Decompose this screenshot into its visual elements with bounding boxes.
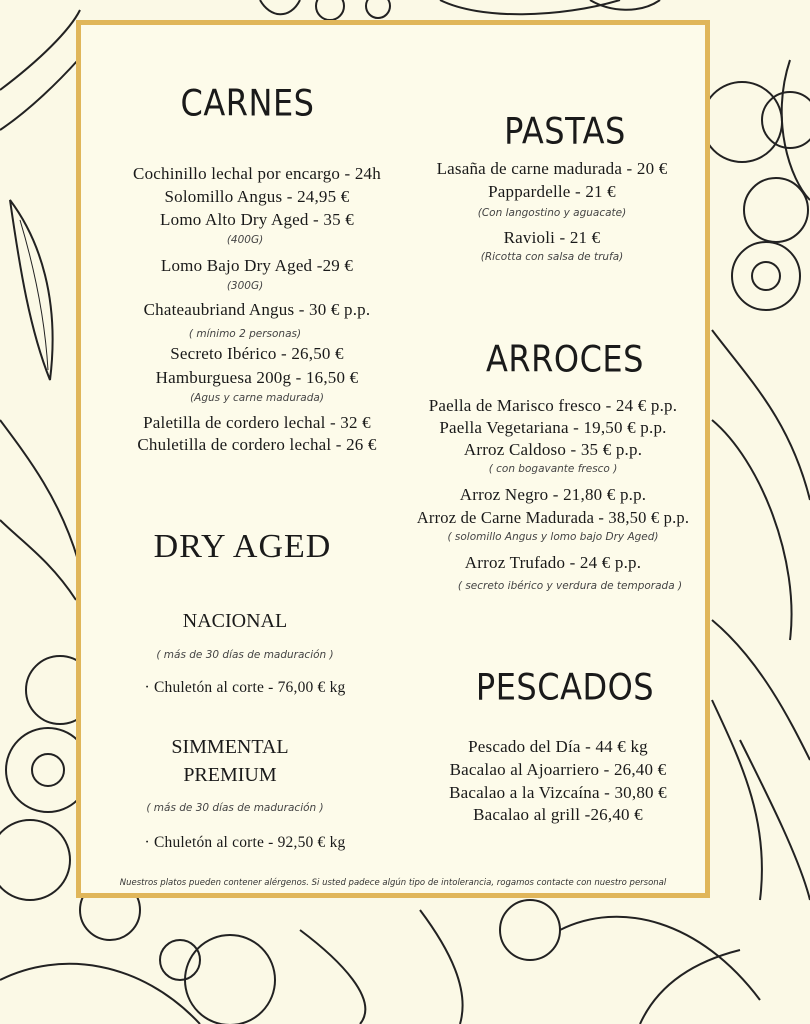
dry-aged-heading: DRY AGED bbox=[153, 528, 332, 565]
menu-item: Hamburguesa 200g - 16,50 € bbox=[155, 368, 359, 387]
allergen-footer: Nuestros platos pueden contener alérgenos. Si usted padece algún tipo de intolerancia, rogamos contacte con nuestro personal bbox=[119, 878, 667, 888]
simmental-item: · Chuletón al corte - 92,50 € kg bbox=[144, 834, 346, 851]
menu-item: Paella Vegetariana - 19,50 € p.p. bbox=[439, 418, 667, 437]
menu-item: Arroz de Carne Madurada - 38,50 € p.p. bbox=[416, 508, 690, 527]
menu-item: Solomillo Angus - 24,95 € bbox=[164, 187, 350, 206]
pescados-heading: PESCADOS bbox=[475, 665, 655, 709]
pastas-heading: PASTAS bbox=[504, 109, 626, 153]
arroces-heading: ARROCES bbox=[486, 337, 644, 381]
nacional-heading: NACIONAL bbox=[182, 610, 288, 632]
item-note: ( con bogavante fresco ) bbox=[488, 463, 618, 475]
item-note: (Ricotta con salsa de trufa) bbox=[480, 251, 624, 263]
menu-item: Lomo Alto Dry Aged - 35 € bbox=[160, 210, 354, 229]
menu-item: Paletilla de cordero lechal - 32 € bbox=[143, 413, 371, 432]
menu-item: Paella de Marisco fresco - 24 € p.p. bbox=[428, 396, 678, 415]
item-note: ( mínimo 2 personas) bbox=[188, 328, 302, 340]
item-note: ( secreto ibérico y verdura de temporada ) bbox=[457, 580, 683, 592]
nacional-note: ( más de 30 días de maduración ) bbox=[156, 649, 334, 661]
menu-item: Arroz Trufado - 24 € p.p. bbox=[464, 553, 642, 572]
carnes-heading: CARNES bbox=[180, 81, 315, 125]
nacional-item: · Chuletón al corte - 76,00 € kg bbox=[144, 679, 346, 696]
item-note: (400G) bbox=[226, 234, 264, 246]
menu-item: Chateaubriand Angus - 30 € p.p. bbox=[143, 300, 371, 319]
item-note: ( solomillo Angus y lomo bajo Dry Aged) bbox=[447, 531, 659, 543]
menu-item: Bacalao al Ajoarriero - 26,40 € bbox=[449, 760, 667, 779]
item-note: (300G) bbox=[226, 280, 264, 292]
menu-item: Pappardelle - 21 € bbox=[488, 182, 616, 201]
simmental-note: ( más de 30 días de maduración ) bbox=[146, 802, 324, 814]
menu-item: Bacalao a la Vizcaína - 30,80 € bbox=[449, 783, 667, 802]
menu-item: Arroz Caldoso - 35 € p.p. bbox=[463, 440, 643, 459]
menu-item: Secreto Ibérico - 26,50 € bbox=[170, 344, 344, 363]
menu-item: Pescado del Día - 44 € kg bbox=[468, 737, 648, 756]
menu-item: Chuletilla de cordero lechal - 26 € bbox=[137, 435, 377, 454]
menu-item: Ravioli - 21 € bbox=[503, 228, 601, 247]
item-note: (Agus y carne madurada) bbox=[190, 392, 324, 404]
premium-heading: PREMIUM bbox=[183, 764, 277, 786]
menu-item: Cochinillo lechal por encargo - 24h bbox=[133, 164, 381, 183]
menu-item: Lasaña de carne madurada - 20 € bbox=[436, 159, 668, 178]
item-note: (Con langostino y aguacate) bbox=[477, 207, 627, 219]
simmental-heading: SIMMENTAL bbox=[171, 736, 289, 758]
menu-item: Bacalao al grill -26,40 € bbox=[473, 805, 643, 824]
menu-item: Arroz Negro - 21,80 € p.p. bbox=[459, 485, 647, 504]
menu-item: Lomo Bajo Dry Aged -29 € bbox=[160, 256, 354, 275]
